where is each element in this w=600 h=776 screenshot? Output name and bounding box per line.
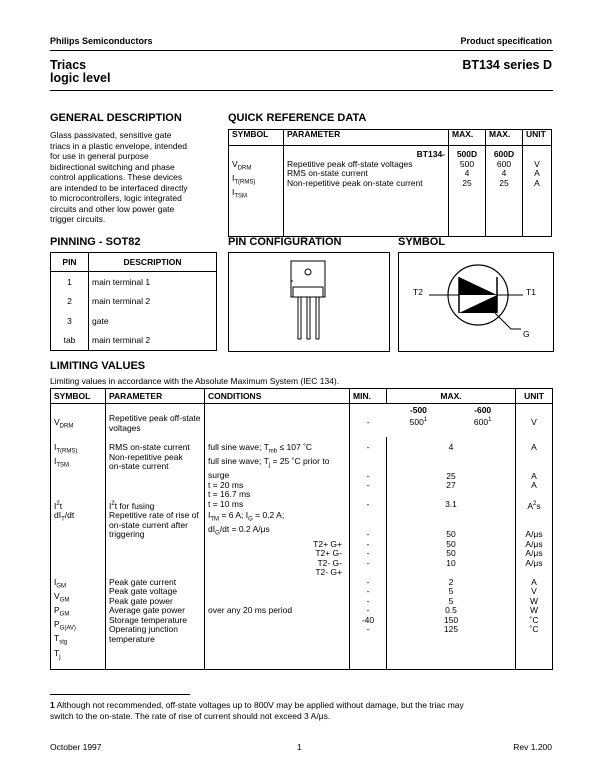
quick-reference-table: SYMBOL PARAMETER MAX. MAX. UNIT BT134- 500D 600D $V_{DRM}$ $I_{T(RMS)}$ $I_{TSM}$ Repetitive peak off-state voltages RMS on-state current Non-repetitive peak on-state current 500 4 25 600 4 25 V A A (228, 129, 552, 237)
pin-row: 3 gate (51, 311, 217, 331)
pinning-table: PIN DESCRIPTION 1 main terminal 1 2 main terminal 2 3 gate tab main terminal 2 (50, 252, 217, 351)
symbol-g-label: G (523, 329, 530, 339)
title-rule (50, 90, 553, 91)
title-line2: logic level (50, 71, 111, 85)
footnote: 1 Although not recommended, off-state voltages up to 800V may be applied without damage, but the triac may switch to the on-state. The rate of rise of current should not exceed 3 A/μs. (50, 700, 464, 721)
footer-page: 1 (297, 742, 302, 752)
limiting-values-table: SYMBOL PARAMETER CONDITIONS MIN. MAX. UNIT $V_{DRM}$ Repetitive peak off-state voltages - -500 $500^1$ -600 $600^1$ V $I_{T(RMS)}$ $I_{TSM}$ RMS on-state current Non-repetitive peak on-state current full sine wave; $T_{mb} \le 107$ ˚C full sine wave; $T_j = 25$ ˚C prior to surge t = 20 ms t = 16.7 ms - - - 4 25 27 A A A $I^2t$ $I^2t$ for fusing t = 10 ms - 3.1 $A^2s$ $dI_T/dt$ Repetitive rate of rise of on-state current after triggering $I_{TM} = 6$ A; $I_G = 0.2$ A; $dI_G/dt = 0.2$ A/μs T2+ G+ T2+ G- T2- G- T2- G+ - - - - 50 50 50 10 A/μs A/μs A/μs A/μs $I_{GM}$ $V_{GM}$ $P_{GM}$ $P_{G(AV)}$ $T_{stg}$ $T_j$ Peak gate current Peak gate voltage Peak gate power Average gate power Storage temperature Operating junction temperature over any 20 ms period - - - - -40 - 2 5 5 0.5 150 125 A V W W ˚C ˚C (50, 388, 553, 670)
triac-symbol-diagram (398, 252, 554, 352)
title-line1: Triacs (50, 58, 87, 72)
symbol-t1-label: T1 (526, 287, 536, 297)
footer-date: October 1997 (50, 742, 102, 752)
table-row: $V_{DRM}$ Repetitive peak off-state voltages - -500 $500^1$ -600 $600^1$ V (51, 404, 553, 438)
qr-params: Repetitive peak off-state voltages RMS on-state current Non-repetitive peak on-state current (284, 160, 449, 237)
spec-type: Product specification (460, 36, 552, 46)
pin-row: 1 main terminal 1 (51, 272, 217, 292)
table-row: $I^2t$ $I^2t$ for fusing t = 10 ms - 3.1 $A^2s$ (51, 500, 553, 511)
general-description-heading: GENERAL DESCRIPTION (50, 112, 182, 124)
symbol-heading: SYMBOL (398, 236, 446, 248)
qr-prefix: BT134- (284, 146, 449, 160)
qr-symbols: $V_{DRM}$ $I_{T(RMS)}$ $I_{TSM}$ (232, 158, 256, 200)
limiting-heading: LIMITING VALUES (50, 360, 146, 372)
table-row: $I_{T(RMS)}$ $I_{TSM}$ RMS on-state current Non-repetitive peak on-state current full sine wave; $T_{mb} \le 107$ ˚C full sine wave; $T_j = 25$ ˚C prior to surge t = 20 ms t = 16.7 ms - - - 4 25 27 A A A (51, 437, 553, 500)
footnote-rule (50, 694, 190, 695)
pin-row: tab main terminal 2 (51, 331, 217, 351)
footer-rev: Rev 1.200 (513, 742, 552, 752)
pinning-heading: PINNING - SOT82 (50, 236, 141, 248)
company-name: Philips Semiconductors (50, 36, 153, 46)
table-row: $I_{GM}$ $V_{GM}$ $P_{GM}$ $P_{G(AV)}$ $T_{stg}$ $T_j$ Peak gate current Peak gate voltage Peak gate power Average gate power Storage temperature Operating junction temperature over any 20 ms period - - - - -40 - 2 5 5 0.5 150 125 A V W W ˚C ˚C (51, 578, 553, 670)
pin-config-diagram (228, 252, 390, 352)
product-name: BT134 series D (462, 58, 552, 72)
package-drawing (229, 253, 389, 351)
triac-symbol (399, 253, 553, 351)
table-row: $dI_T/dt$ Repetitive rate of rise of on-state current after triggering $I_{TM} = 6$ A; $I_G = 0.2$ A; $dI_G/dt = 0.2$ A/μs T2+ G+ T2+ G- T2- G- T2- G+ - - - - 50 50 50 10 A/μs A/μs A/μs A/μs (51, 511, 553, 577)
quick-reference-heading: QUICK REFERENCE DATA (228, 112, 367, 124)
symbol-t2-label: T2 (413, 287, 423, 297)
header-rule (50, 50, 553, 51)
pin-row: 2 main terminal 2 (51, 292, 217, 312)
general-description-text: Glass passivated, sensitive gate triacs in a plastic envelope, intended for use in general purpose bidirectional switching and phase control applications. These devices are intended to be interfaced directly to microcontrollers, logic integrated circuits and other low power gate trigger circuits. (50, 130, 188, 224)
pin-config-heading: PIN CONFIGURATION (228, 236, 342, 248)
limiting-subtitle: Limiting values in accordance with the Absolute Maximum System (IEC 134). (50, 376, 340, 386)
